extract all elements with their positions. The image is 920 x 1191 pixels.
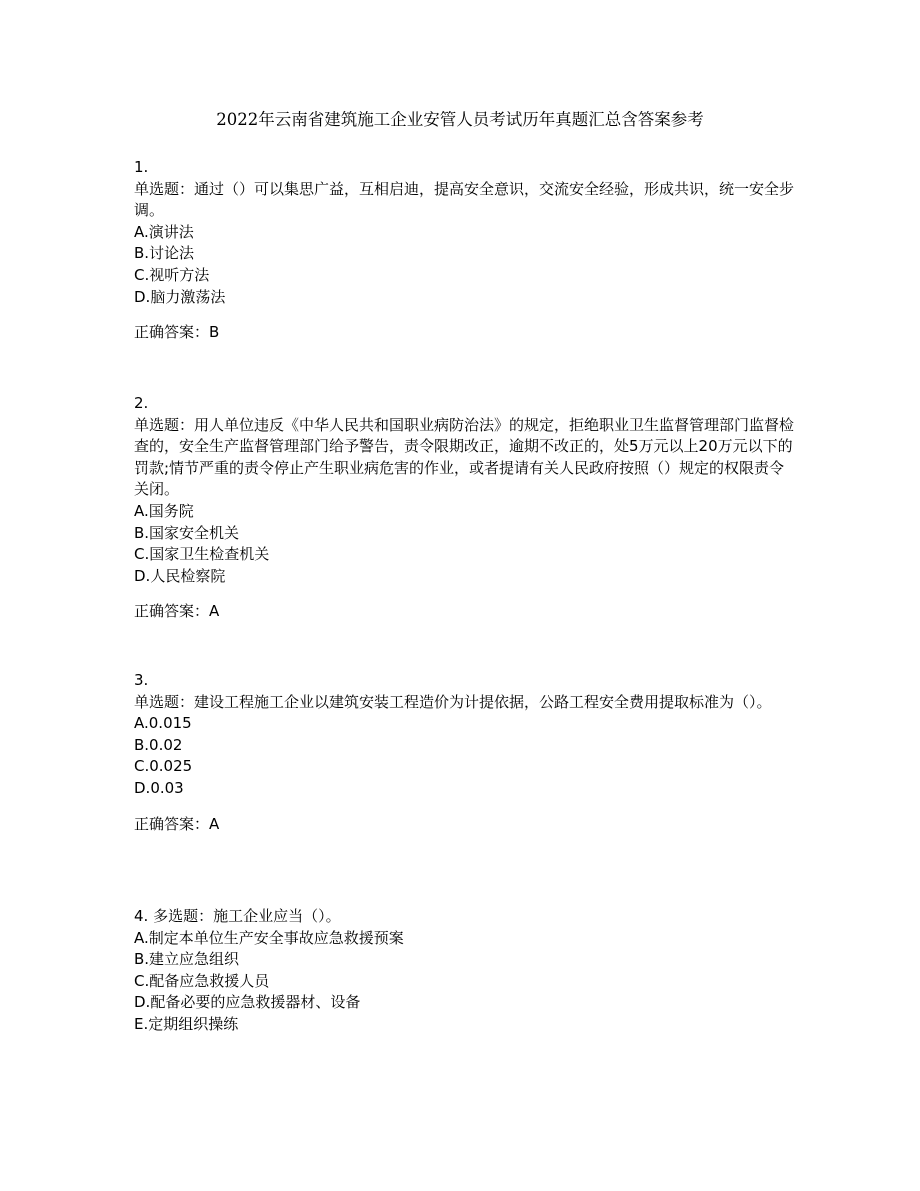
option-a: A.演讲法	[134, 222, 194, 241]
correct-answer: 正确答案：A	[134, 602, 220, 621]
option-c: C.国家卫生检查机关	[134, 545, 270, 564]
option-d: D.脑力激荡法	[134, 287, 226, 306]
option-b: B.建立应急组织	[134, 950, 240, 969]
option-c: C.视听方法	[134, 265, 210, 284]
question-number: 1.	[134, 158, 149, 176]
question-number: 2.	[134, 394, 149, 412]
correct-answer: 正确答案：B	[134, 323, 220, 342]
option-a: A.制定本单位生产安全事故应急救援预案	[134, 928, 404, 947]
question-3	[134, 670, 794, 835]
option-c: C.0.025	[134, 757, 193, 776]
question-number: 4.	[134, 907, 149, 925]
question-stem: 单选题：通过（）可以集思广益，互相启迪，提高安全意识，交流安全经验，形成共识，统一安全步调。	[134, 179, 795, 220]
question-header	[134, 906, 794, 928]
question-1	[134, 157, 794, 344]
option-b: B.国家安全机关	[134, 523, 240, 542]
document-title: 2022年云南省建筑施工企业安管人员考试历年真题汇总含答案参考	[216, 110, 704, 129]
option-b: B.讨论法	[134, 244, 195, 263]
question-stem: 单选题：建设工程施工企业以建筑安装工程造价为计提依据，公路工程安全费用提取标准为（）。	[134, 692, 772, 711]
option-a: A.0.015	[134, 714, 192, 733]
option-d: D.配备必要的应急救援器材、设备	[134, 993, 361, 1012]
question-4	[134, 906, 794, 1036]
question-stem: 多选题：施工企业应当（）。	[153, 907, 341, 925]
option-c: C.配备应急救援人员	[134, 971, 270, 990]
option-d: D.人民检察院	[134, 566, 226, 585]
option-a: A.国务院	[134, 501, 194, 520]
question-2	[134, 393, 794, 623]
option-b: B.0.02	[134, 735, 183, 754]
option-e: E.定期组织操练	[134, 1014, 239, 1033]
question-number: 3.	[134, 671, 149, 689]
question-stem: 单选题：用人单位违反《中华人民共和国职业病防治法》的规定，拒绝职业卫生监督管理部门监督检查的，安全生产监督管理部门给予警告，责令限期改正，逾期不改正的，处5万元以上20万元以下的罚款;情节严重的责令停止产生职业病危害的作业，或者提请有关人民政府按照（）规定的权限责令关闭。	[134, 415, 795, 499]
correct-answer: 正确答案：A	[134, 814, 220, 833]
option-d: D.0.03	[134, 778, 184, 797]
